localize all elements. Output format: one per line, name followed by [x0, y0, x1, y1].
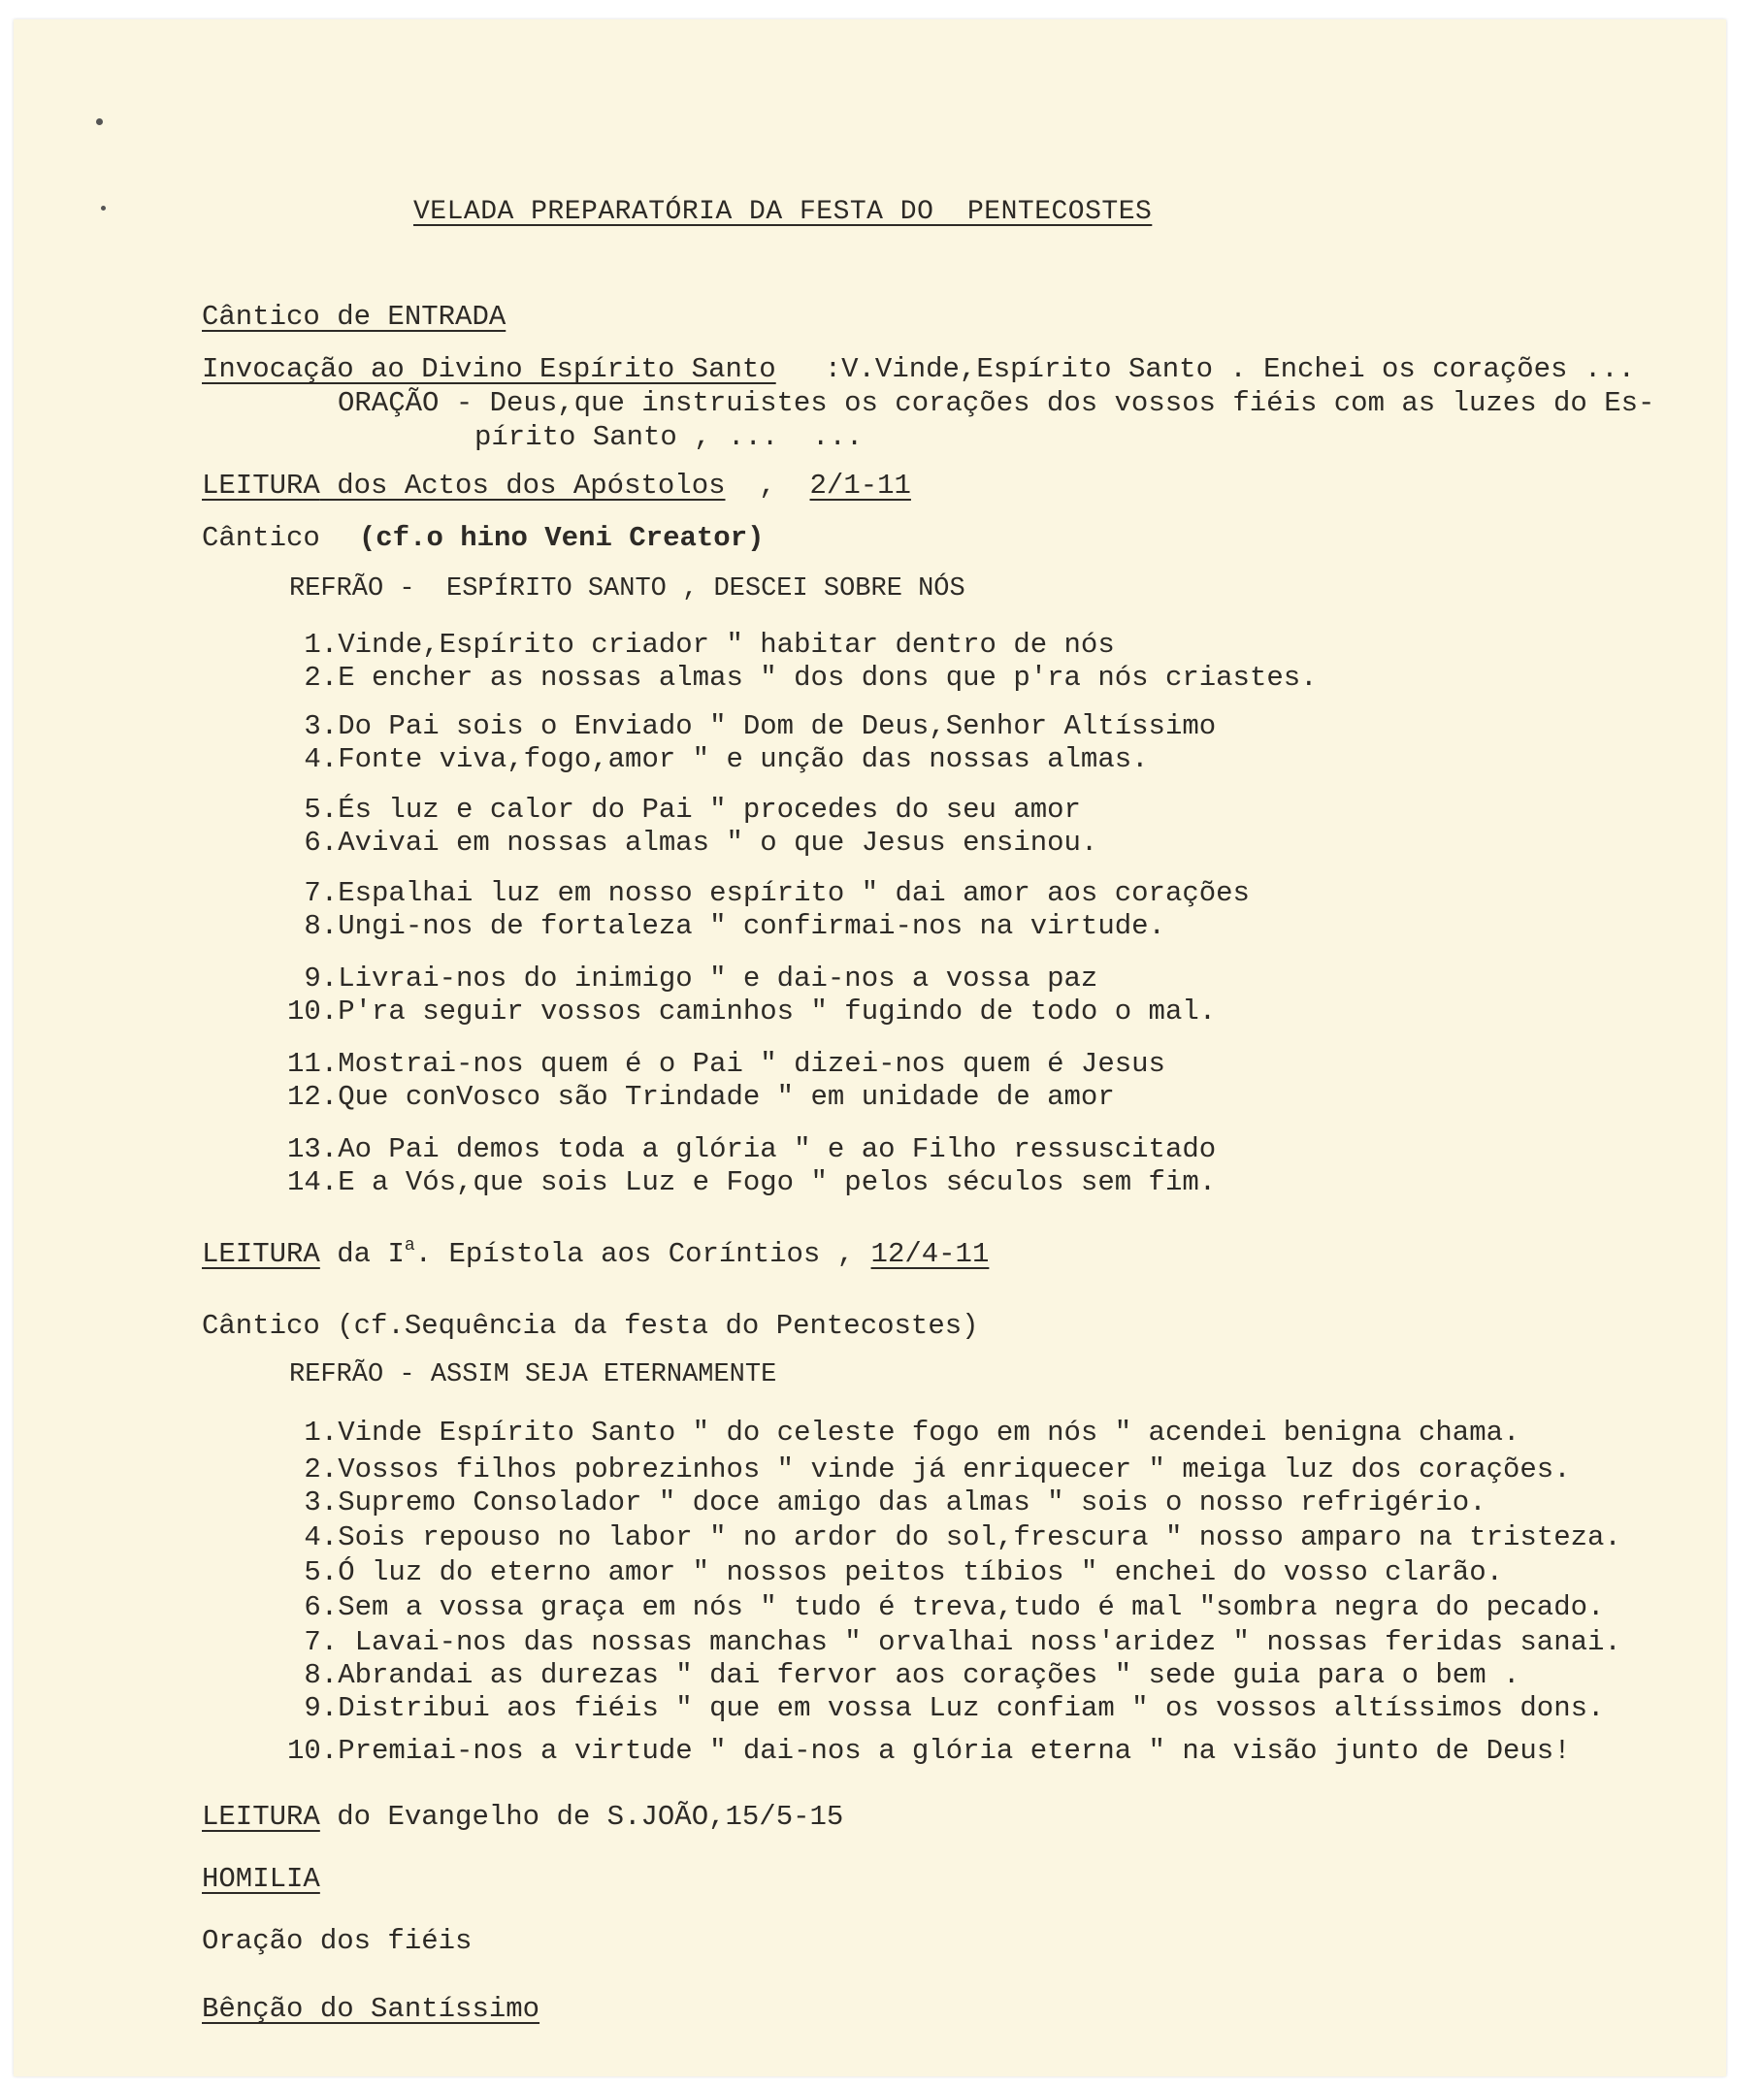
hymn-1-verse: 5.És luz e calor do Pai " procedes do seu amor	[287, 794, 1081, 826]
hymn-1-verse: 8.Ungi-nos de fortaleza " confirmai-nos na virtude.	[287, 910, 1165, 942]
hymn-2-verse: 7. Lavai-nos das nossas manchas " orvalhai noss'aridez " nossas feridas sanai.	[287, 1626, 1621, 1658]
reading-gospel	[202, 1801, 843, 1834]
hymn-1-verse: 9.Livrai-nos do inimigo " e dai-nos a vossa paz	[287, 963, 1098, 995]
reading-acts	[202, 470, 911, 503]
hymn-1-verse: 11.Mostrai-nos quem é o Pai " dizei-nos quem é Jesus	[287, 1048, 1165, 1080]
hymn-1-verse: 7.Espalhai luz em nosso espírito " dai amor aos corações	[287, 877, 1250, 909]
reading-separator: ,	[725, 470, 810, 502]
document-title: VELADA PREPARATÓRIA DA FESTA DO PENTECOSTES	[413, 197, 1153, 227]
hymn-2-verse: 10.Premiai-nos a virtude " dai-nos a glória eterna " na visão junto de Deus!	[287, 1735, 1571, 1767]
invocation-heading: Invocação ao Divino Espírito Santo	[202, 353, 776, 385]
hymn-2-title: Cântico (cf.Sequência da festa do Pentecostes)	[202, 1310, 979, 1342]
invocation-verse: :V.Vinde,Espírito Santo . Enchei os corações ...	[824, 353, 1636, 385]
hymn-2-verse: 3.Supremo Consolador " doce amigo das almas " sois o nosso refrigério.	[287, 1486, 1486, 1518]
reading-corinthians	[202, 1238, 989, 1274]
reading-pre: da I	[319, 1238, 405, 1270]
reading-label: LEITURA	[202, 1238, 320, 1270]
hymn-1-verse: 4.Fonte viva,fogo,amor " e unção das nossas almas.	[287, 743, 1149, 775]
hymn-2-verse: 4.Sois repouso no labor " no ardor do sol,frescura " nosso amparo na tristeza.	[287, 1521, 1621, 1553]
hymn-1-verse: 6.Avivai em nossas almas " o que Jesus ensinou.	[287, 827, 1098, 859]
hymn-2-verse: 2.Vossos filhos pobrezinhos " vinde já enriquecer " meiga luz dos corações.	[287, 1453, 1571, 1485]
reading-reference: 12/4-11	[870, 1238, 990, 1270]
oracao-line-2: pírito Santo , ... ...	[474, 421, 864, 453]
section-homilia: HOMILIA	[202, 1863, 320, 1895]
hymn-2-verse: 9.Distribui aos fiéis " que em vossa Luz confiam " os vossos altíssimos dons.	[287, 1692, 1605, 1724]
hymn-1-verse: 13.Ao Pai demos toda a glória " e ao Filho ressuscitado	[287, 1133, 1217, 1165]
hymn-2-verse: 6.Sem a vossa graça em nós " tudo é treva,tudo é mal "sombra negra do pecado.	[287, 1591, 1605, 1623]
reading-label: LEITURA	[202, 1801, 320, 1833]
hymn-2-verse: 8.Abrandai as durezas " dai fervor aos corações " sede guia para o bem .	[287, 1659, 1520, 1691]
ordinal-superscript: a	[404, 1236, 415, 1256]
section-bencao: Bênção do Santíssimo	[202, 1993, 540, 2025]
hymn-1-verse: 3.Do Pai sois o Enviado " Dom de Deus,Senhor Altíssimo	[287, 710, 1217, 742]
section-oracao-fieis: Oração dos fiéis	[202, 1925, 473, 1957]
hymn-1-verse: 10.P'ra seguir vossos caminhos " fugindo de todo o mal.	[287, 996, 1217, 1028]
hymn-2-refrain: REFRÃO - ASSIM SEJA ETERNAMENTE	[289, 1360, 777, 1389]
hymn-1-refrain: REFRÃO - ESPÍRITO SANTO , DESCEI SOBRE NÓS	[289, 574, 965, 604]
reading-reference: 2/1-11	[809, 470, 911, 502]
hymn-2-verse: 5.Ó luz do eterno amor " nossos peitos tíbios " enchei do vosso clarão.	[287, 1556, 1504, 1588]
reading-book: . Epístola aos Coríntios ,	[414, 1238, 871, 1270]
hymn-1-title	[202, 522, 765, 555]
invocation-line	[202, 353, 1635, 386]
oracao-line-1: ORAÇÃO - Deus,que instruistes os corações dos vossos fiéis com as luzes do Es-	[338, 387, 1655, 419]
reading-book: dos Actos dos Apóstolos	[319, 470, 726, 502]
reading-book: do Evangelho de S.JOÃO,15/5-15	[319, 1801, 844, 1833]
document-page	[14, 19, 1726, 2076]
reading-label: LEITURA	[202, 470, 320, 502]
hymn-1-verse: 12.Que conVosco são Trindade " em unidade de amor	[287, 1081, 1115, 1113]
section-entrada: Cântico de ENTRADA	[202, 301, 506, 333]
hymn-2-verse: 1.Vinde Espírito Santo " do celeste fogo em nós " acendei benigna chama.	[287, 1417, 1520, 1449]
hymn-1-label: Cântico	[202, 522, 320, 554]
hymn-1-verse: 2.E encher as nossas almas " dos dons que p'ra nós criastes.	[287, 662, 1318, 694]
document-body	[14, 19, 1655, 2025]
hymn-1-verse: 14.E a Vós,que sois Luz e Fogo " pelos séculos sem fim.	[287, 1166, 1217, 1198]
hymn-1-verse: 1.Vinde,Espírito criador " habitar dentro de nós	[287, 629, 1115, 661]
hymn-1-note: (cf.o hino Veni Creator)	[358, 522, 765, 554]
